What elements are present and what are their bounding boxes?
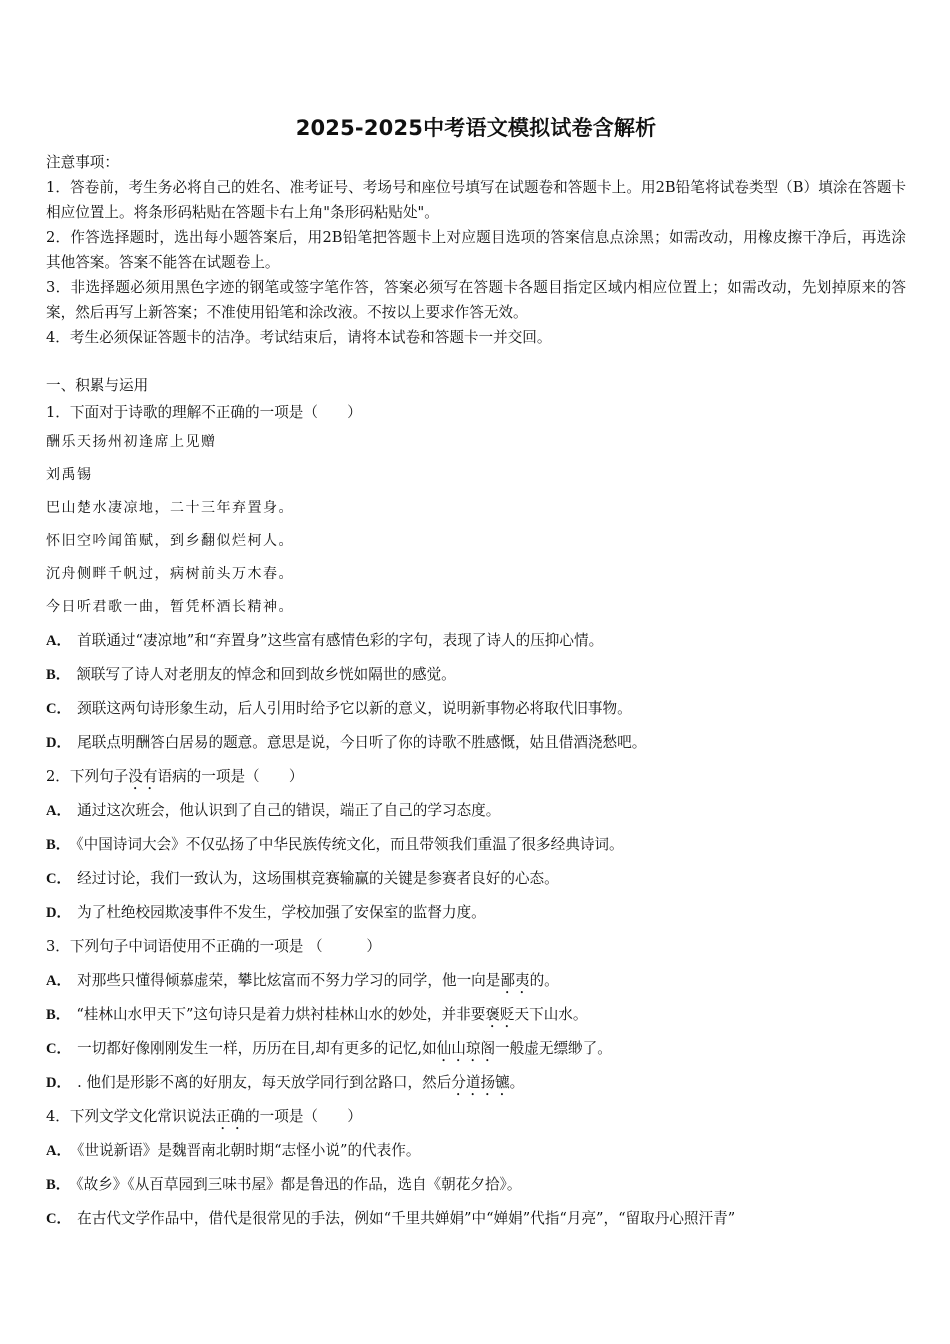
note-item: 3．非选择题必须用黑色字迹的钢笔或签字笔作答，答案必须写在答题卡各题目指定区域内相应位置上；如需改动，先划掉原来的答案，然后再写上新答案；不准使用铅笔和涂改液。不按以上要求作答无效。 [46, 279, 906, 321]
option-letter: A． [46, 803, 72, 819]
emphasized-text: 鄙夷 [500, 972, 530, 989]
option-text: 《中国诗词大会》不仅弘扬了中华民族传统文化，而且带领我们重温了很多经典诗词。 [76, 836, 624, 853]
option-letter: D． [46, 735, 72, 751]
stem-text: 2．下列句子 [46, 768, 129, 785]
option-letter: C． [46, 701, 72, 717]
question-3-stem: 3．下列句子中词语使用不正确的一项是 （ ） [46, 938, 381, 955]
poem-author: 刘禹锡 [46, 467, 93, 483]
question-2-option-a [46, 794, 906, 828]
option-text: 《世说新语》是魏晋南北朝时期“志怪小说”的代表作。 [77, 1142, 421, 1159]
option-letter: A． [46, 1143, 72, 1159]
note-item: 1．答卷前，考生务必将自己的姓名、准考证号、考场号和座位号填写在试题卷和答题卡上。用2B铅笔将试卷类型（B）填涂在答题卡相应位置上。将条形码粘贴在答题卡右上角"条形码粘贴处"。 [46, 179, 906, 221]
page-title: 2025-2025中考语文模拟试卷含解析 [295, 116, 657, 140]
option-text: 颔联写了诗人对老朋友的悼念和回到故乡恍如隔世的感觉。 [76, 666, 456, 683]
question-4-stem [46, 1100, 906, 1134]
option-text: 首联通过“凄凉地”和“弃置身”这些富有感情色彩的字句，表现了诗人的压抑心情。 [77, 632, 604, 649]
question-2-stem [46, 760, 906, 794]
option-text: 尾联点明酬答白居易的题意。意思是说，今日听了你的诗歌不胜感慨，姑且借酒浇愁吧。 [77, 734, 647, 751]
option-text: 对那些只懂得倾慕虚荣，攀比炫富而不努力学习的同学，他一向是 [77, 972, 501, 989]
option-text: . 他们是形影不离的好朋友，每天放学同行到岔路口，然后 [77, 1074, 452, 1091]
option-text: 《故乡》《从百草园到三味书屋》都是鲁迅的作品，选自《朝花夕拾》。 [76, 1176, 522, 1193]
poem-line: 怀旧空吟闻笛赋，到乡翻似烂柯人。 [46, 533, 294, 549]
option-letter: C． [46, 1041, 72, 1057]
question-1-option-b [46, 658, 906, 692]
option-text: “桂林山水甲天下”这句诗只是着力烘衬桂林山水的妙处，并非要 [76, 1006, 486, 1023]
question-2-option-c [46, 862, 906, 896]
emphasized-text: 仙山琼阁 [436, 1040, 496, 1057]
option-letter: D． [46, 1075, 72, 1091]
section-heading: 一、积累与运用 [46, 377, 149, 394]
option-letter: B． [46, 837, 71, 853]
option-text: 颈联这两句诗形象生动，后人引用时给予它以新的意义，说明新事物必将取代旧事物。 [77, 700, 632, 717]
option-letter: B． [46, 667, 71, 683]
question-2-option-b [46, 828, 906, 862]
option-letter: A． [46, 633, 72, 649]
emphasized-text: 分道扬镳 [451, 1074, 510, 1091]
emphasized-text: 正确 [215, 1108, 246, 1125]
option-text: 为了杜绝校园欺凌事件不发生，学校加强了安保室的监督力度。 [77, 904, 486, 921]
option-letter: B． [46, 1177, 71, 1193]
option-letter: B． [46, 1007, 71, 1023]
poem-line: 沉舟侧畔千帆过，病树前头万木春。 [46, 566, 294, 582]
option-text: 天下山水。 [514, 1006, 588, 1023]
note-item: 4．考生必须保证答题卡的洁净。考试结束后，请将本试卷和答题卡一并交回。 [46, 329, 552, 346]
question-1-stem: 1．下面对于诗歌的理解不正确的一项是（ ） [46, 404, 362, 421]
option-text: 一般虚无缥缈了。 [495, 1040, 612, 1057]
emphasized-text: 没有 [128, 768, 158, 785]
option-text: 在古代文学作品中，借代是很常见的手法，例如“千里共婵娟”中“婵娟”代指“月亮”，“留取丹心照汗青” [77, 1210, 736, 1227]
question-1-option-c [46, 692, 906, 726]
question-4-option-a [46, 1134, 906, 1168]
option-letter: A． [46, 973, 72, 989]
option-text: 通过这次班会，他认识到了自己的错误，端正了自己的学习态度。 [77, 802, 501, 819]
emphasized-text: 褒贬 [485, 1006, 515, 1023]
stem-text: 4．下列文学文化常识说法 [46, 1108, 216, 1125]
stem-text: 语病的一项是（ ） [157, 768, 304, 785]
question-4-option-b [46, 1168, 906, 1202]
question-3-option-b [46, 998, 906, 1032]
option-letter: D． [46, 905, 72, 921]
poem-line: 巴山楚水凄凉地，二十三年弃置身。 [46, 500, 294, 516]
stem-text: 的一项是（ ） [245, 1108, 362, 1125]
notes-block [46, 150, 906, 350]
note-item: 2．作答选择题时，选出每小题答案后，用2B铅笔把答题卡上对应题目选项的答案信息点涂黑；如需改动，用橡皮擦干净后，再选涂其他答案。答案不能答在试题卷上。 [46, 229, 906, 271]
poem-line: 今日听君歌一曲，暂凭杯酒长精神。 [46, 599, 294, 615]
question-2-option-d [46, 896, 906, 930]
question-4-option-c [46, 1202, 906, 1236]
option-text: 一切都好像刚刚发生一样，历历在目,却有更多的记忆,如 [77, 1040, 437, 1057]
option-text: 经过讨论，我们一致认为，这场围棋竞赛输赢的关键是参赛者良好的心态。 [77, 870, 559, 887]
option-text: 。 [509, 1074, 525, 1091]
question-3-option-c [46, 1032, 906, 1066]
question-1-option-a [46, 624, 906, 658]
option-letter: C． [46, 1211, 72, 1227]
notes-heading: 注意事项： [46, 154, 119, 171]
poem-title: 酬乐天扬州初逢席上见赠 [46, 434, 217, 450]
option-text: 的。 [529, 972, 559, 989]
question-3-option-a [46, 964, 906, 998]
question-3-option-d [46, 1066, 906, 1100]
questions-body [46, 373, 906, 1236]
question-1-option-d [46, 726, 906, 760]
option-letter: C． [46, 871, 72, 887]
